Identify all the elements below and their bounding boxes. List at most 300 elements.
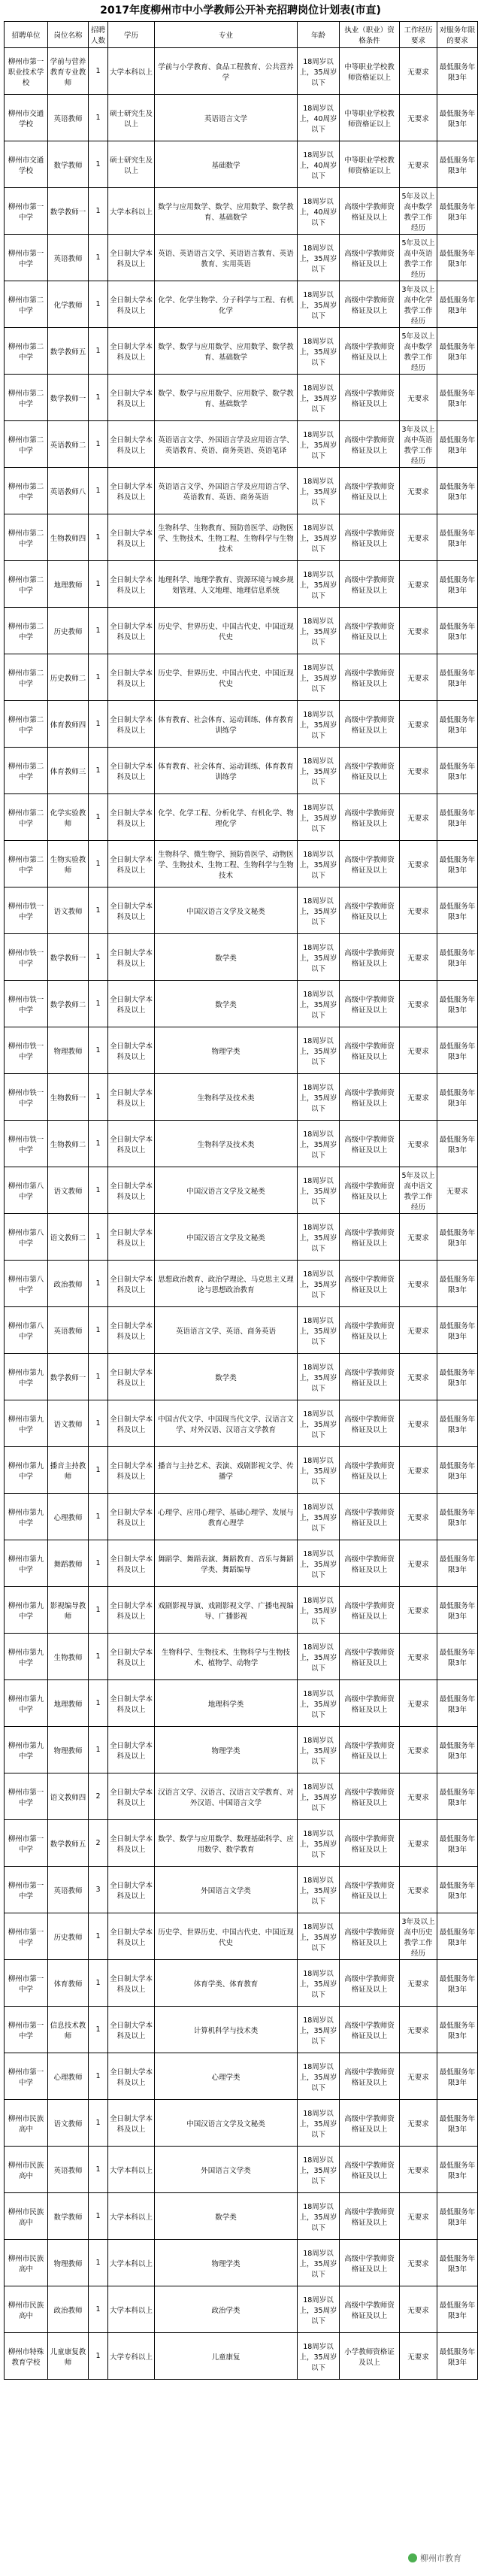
- cell-education: 全日制大学本科及以上: [108, 1167, 155, 1214]
- cell-qualification: 高级中学教师资格证及以上: [340, 1167, 400, 1214]
- cell-qualification: 高级中学教师资格证及以上: [340, 1634, 400, 1680]
- table-row: [5, 1214, 478, 1261]
- cell-service-years: 最低服务年限3年: [437, 95, 478, 141]
- cell-age: 18周岁以上，40周岁以下: [298, 141, 340, 188]
- cell-qualification: 高级中学教师资格证及以上: [340, 468, 400, 514]
- cell-qualification: 高级中学教师资格证及以上: [340, 701, 400, 748]
- cell-count: 1: [89, 375, 108, 421]
- cell-position: 语文教师: [48, 2100, 89, 2147]
- cell-count: 1: [89, 235, 108, 281]
- cell-major: 生物科学、生物教育、预防兽医学、动物医学、生物技术、生物工程、生物科学与生物技术: [155, 514, 298, 561]
- cell-unit: 柳州市第八中学: [5, 1307, 48, 1354]
- watermark-text: 柳州市教育: [420, 2553, 461, 2563]
- cell-count: 1: [89, 1214, 108, 1261]
- table-header-row: [5, 22, 478, 48]
- cell-position: 英语教师: [48, 2147, 89, 2193]
- cell-education: 全日制大学本科及以上: [108, 1960, 155, 2007]
- cell-qualification: 高级中学教师资格证及以上: [340, 1680, 400, 1727]
- cell-education: 大学本科以上: [108, 2147, 155, 2193]
- cell-qualification: 高级中学教师资格证及以上: [340, 1027, 400, 1074]
- cell-age: 18周岁以上，35周岁以下: [298, 1167, 340, 1214]
- watermark: [404, 2550, 466, 2565]
- cell-major: 体育学类、体育教育: [155, 1960, 298, 2007]
- cell-position: 英语教师: [48, 235, 89, 281]
- cell-major: 中国汉语言文学及文秘类: [155, 1214, 298, 1261]
- cell-education: 全日制大学本科及以上: [108, 1354, 155, 1400]
- cell-count: 1: [89, 701, 108, 748]
- cell-experience: 无要求: [400, 841, 437, 887]
- cell-unit: 柳州市第九中学: [5, 1634, 48, 1680]
- cell-experience: 无要求: [400, 1587, 437, 1634]
- cell-qualification: 高级中学教师资格证及以上: [340, 1773, 400, 1820]
- cell-experience: 3年及以上高中英语教学工作经历: [400, 421, 437, 468]
- cell-count: 1: [89, 328, 108, 375]
- cell-unit: 柳州市第一职业技术学校: [5, 48, 48, 95]
- cell-position: 数学教师一: [48, 934, 89, 981]
- cell-experience: 无要求: [400, 1261, 437, 1307]
- cell-qualification: 中等职业学校教师资格证以上: [340, 48, 400, 95]
- cell-experience: 5年及以上高中语文教学工作经历: [400, 1167, 437, 1214]
- cell-qualification: 小学教师资格证及以上: [340, 2333, 400, 2380]
- cell-qualification: 高级中学教师资格证及以上: [340, 1447, 400, 1494]
- cell-unit: 柳州市民族高中: [5, 2147, 48, 2193]
- cell-count: 1: [89, 2007, 108, 2053]
- cell-position: 播音主持教师: [48, 1447, 89, 1494]
- cell-education: 大学本科以上: [108, 2286, 155, 2333]
- cell-service-years: 最低服务年限3年: [437, 2333, 478, 2380]
- cell-service-years: 最低服务年限3年: [437, 1214, 478, 1261]
- cell-age: 18周岁以上，35周岁以下: [298, 2193, 340, 2240]
- cell-service-years: 最低服务年限3年: [437, 1121, 478, 1167]
- cell-qualification: 高级中学教师资格证及以上: [340, 1820, 400, 1867]
- cell-major: 生物科学及技术类: [155, 1121, 298, 1167]
- cell-position: 物理教师: [48, 1027, 89, 1074]
- cell-unit: 柳州市铁一中学: [5, 981, 48, 1027]
- cell-qualification: 高级中学教师资格证及以上: [340, 514, 400, 561]
- table-row: [5, 1773, 478, 1820]
- cell-count: 1: [89, 2053, 108, 2100]
- cell-age: 18周岁以上，40周岁以下: [298, 188, 340, 235]
- cell-age: 18周岁以上，35周岁以下: [298, 1261, 340, 1307]
- cell-service-years: 最低服务年限3年: [437, 375, 478, 421]
- table-row: [5, 841, 478, 887]
- cell-unit: 柳州市铁一中学: [5, 1027, 48, 1074]
- cell-education: 全日制大学本科及以上: [108, 2100, 155, 2147]
- cell-qualification: 高级中学教师资格证及以上: [340, 1354, 400, 1400]
- cell-experience: 无要求: [400, 2053, 437, 2100]
- table-row: [5, 701, 478, 748]
- cell-major: 数学类: [155, 2193, 298, 2240]
- cell-position: 数学教师一: [48, 375, 89, 421]
- cell-qualification: 高级中学教师资格证及以上: [340, 654, 400, 701]
- cell-service-years: 最低服务年限3年: [437, 1447, 478, 1494]
- cell-experience: 无要求: [400, 1027, 437, 1074]
- table-row: [5, 654, 478, 701]
- cell-position: 历史教师二: [48, 654, 89, 701]
- cell-position: 英语教师: [48, 1307, 89, 1354]
- cell-major: 历史学、世界历史、中国古代史、中国近现代史: [155, 608, 298, 654]
- cell-major: 化学、化学工程、分析化学、有机化学、物理化学: [155, 794, 298, 841]
- cell-unit: 柳州市铁一中学: [5, 887, 48, 934]
- table-row: [5, 981, 478, 1027]
- table-row: [5, 794, 478, 841]
- cell-service-years: 最低服务年限3年: [437, 514, 478, 561]
- cell-position: 体育教师三: [48, 748, 89, 794]
- cell-service-years: 最低服务年限3年: [437, 2193, 478, 2240]
- cell-unit: 柳州市第一中学: [5, 2053, 48, 2100]
- cell-unit: 柳州市铁一中学: [5, 1074, 48, 1121]
- cell-age: 18周岁以上，35周岁以下: [298, 328, 340, 375]
- cell-age: 18周岁以上，35周岁以下: [298, 1587, 340, 1634]
- cell-unit: 柳州市第八中学: [5, 1167, 48, 1214]
- cell-age: 18周岁以上，35周岁以下: [298, 1960, 340, 2007]
- cell-experience: 5年及以上高中英语教学工作经历: [400, 235, 437, 281]
- table-row: [5, 2007, 478, 2053]
- cell-count: 1: [89, 1587, 108, 1634]
- cell-count: 1: [89, 2240, 108, 2286]
- cell-unit: 柳州市第一中学: [5, 1960, 48, 2007]
- cell-service-years: 最低服务年限3年: [437, 281, 478, 328]
- cell-count: 1: [89, 1261, 108, 1307]
- cell-education: 大学本科以上: [108, 2240, 155, 2286]
- cell-unit: 柳州市第二中学: [5, 841, 48, 887]
- cell-major: 历史学、世界历史、中国古代史、中国近现代史: [155, 654, 298, 701]
- cell-age: 18周岁以上，35周岁以下: [298, 1540, 340, 1587]
- cell-position: 政治教师: [48, 1261, 89, 1307]
- cell-qualification: 高级中学教师资格证及以上: [340, 235, 400, 281]
- cell-position: 心理教师: [48, 1494, 89, 1540]
- table-row: [5, 934, 478, 981]
- table-row: [5, 141, 478, 188]
- cell-service-years: 最低服务年限3年: [437, 2286, 478, 2333]
- cell-education: 全日制大学本科及以上: [108, 2053, 155, 2100]
- cell-position: 语文教师: [48, 887, 89, 934]
- cell-count: 1: [89, 1307, 108, 1354]
- cell-qualification: 高级中学教师资格证及以上: [340, 1494, 400, 1540]
- cell-position: 语文教师四: [48, 1773, 89, 1820]
- cell-experience: 无要求: [400, 608, 437, 654]
- cell-age: 18周岁以上，35周岁以下: [298, 841, 340, 887]
- cell-age: 18周岁以上，35周岁以下: [298, 2007, 340, 2053]
- cell-major: 化学、化学生物学、分子科学与工程、有机化学: [155, 281, 298, 328]
- cell-count: 1: [89, 1027, 108, 1074]
- cell-experience: 无要求: [400, 1540, 437, 1587]
- cell-service-years: 最低服务年限3年: [437, 561, 478, 608]
- cell-position: 生物教师四: [48, 514, 89, 561]
- table-row: [5, 1261, 478, 1307]
- cell-education: 全日制大学本科及以上: [108, 981, 155, 1027]
- cell-unit: 柳州市第九中学: [5, 1354, 48, 1400]
- table-row: [5, 1634, 478, 1680]
- cell-experience: 无要求: [400, 48, 437, 95]
- cell-service-years: 无要求: [437, 1167, 478, 1214]
- cell-count: 1: [89, 1074, 108, 1121]
- cell-major: 生物科学、生物技术、生物科学与生物技术、植物学、动物学: [155, 1634, 298, 1680]
- cell-count: 1: [89, 48, 108, 95]
- cell-count: 1: [89, 2147, 108, 2193]
- header-unit: 招聘单位: [5, 22, 48, 48]
- cell-education: 全日制大学本科及以上: [108, 1727, 155, 1773]
- cell-education: 全日制大学本科及以上: [108, 934, 155, 981]
- header-count: 招聘人数: [89, 22, 108, 48]
- cell-position: 舞蹈教师: [48, 1540, 89, 1587]
- cell-age: 18周岁以上，35周岁以下: [298, 2100, 340, 2147]
- table-row: [5, 1167, 478, 1214]
- cell-service-years: 最低服务年限3年: [437, 468, 478, 514]
- cell-count: 1: [89, 514, 108, 561]
- cell-unit: 柳州市第九中学: [5, 1494, 48, 1540]
- cell-age: 18周岁以上，35周岁以下: [298, 561, 340, 608]
- cell-position: 数学教师: [48, 141, 89, 188]
- cell-age: 18周岁以上，35周岁以下: [298, 375, 340, 421]
- cell-count: 1: [89, 281, 108, 328]
- cell-age: 18周岁以上，35周岁以下: [298, 1867, 340, 1913]
- cell-unit: 柳州市铁一中学: [5, 1121, 48, 1167]
- cell-experience: 无要求: [400, 981, 437, 1027]
- cell-major: 数学、数学与应用数学、应用数学、数学教育、基础数学: [155, 328, 298, 375]
- cell-education: 全日制大学本科及以上: [108, 794, 155, 841]
- cell-qualification: 中等职业学校教师资格证以上: [340, 141, 400, 188]
- table-row: [5, 2240, 478, 2286]
- table-row: [5, 1354, 478, 1400]
- cell-major: 英语语言文学、外国语言学及应用语言学、英语教育、英语、商务英语: [155, 468, 298, 514]
- cell-position: 物理教师: [48, 1727, 89, 1773]
- cell-service-years: 最低服务年限3年: [437, 1261, 478, 1307]
- table-row: [5, 1960, 478, 2007]
- cell-experience: 无要求: [400, 748, 437, 794]
- table-row: [5, 1307, 478, 1354]
- cell-major: 基础数学: [155, 141, 298, 188]
- cell-experience: 无要求: [400, 1307, 437, 1354]
- cell-count: 3: [89, 1867, 108, 1913]
- header-major: 专业: [155, 22, 298, 48]
- table-row: [5, 1540, 478, 1587]
- cell-experience: 无要求: [400, 1680, 437, 1727]
- cell-qualification: 高级中学教师资格证及以上: [340, 608, 400, 654]
- cell-qualification: 高级中学教师资格证及以上: [340, 328, 400, 375]
- cell-education: 全日制大学本科及以上: [108, 1447, 155, 1494]
- cell-unit: 柳州市交通学校: [5, 141, 48, 188]
- cell-service-years: 最低服务年限3年: [437, 1400, 478, 1447]
- recruitment-table: [4, 21, 478, 2380]
- cell-unit: 柳州市第一中学: [5, 1820, 48, 1867]
- cell-unit: 柳州市第二中学: [5, 514, 48, 561]
- cell-education: 全日制大学本科及以上: [108, 1121, 155, 1167]
- cell-service-years: 最低服务年限3年: [437, 608, 478, 654]
- cell-experience: 无要求: [400, 514, 437, 561]
- cell-position: 生物教师一: [48, 1074, 89, 1121]
- cell-position: 历史教师: [48, 608, 89, 654]
- cell-service-years: 最低服务年限3年: [437, 328, 478, 375]
- header-experience: 工作经历要求: [400, 22, 437, 48]
- cell-major: 中国汉语言文学及文秘类: [155, 2100, 298, 2147]
- cell-service-years: 最低服务年限3年: [437, 141, 478, 188]
- table-row: [5, 608, 478, 654]
- cell-position: 生物实验教师: [48, 841, 89, 887]
- cell-education: 全日制大学本科及以上: [108, 887, 155, 934]
- cell-age: 18周岁以上，35周岁以下: [298, 1634, 340, 1680]
- cell-position: 数学教师二: [48, 981, 89, 1027]
- cell-unit: 柳州市第一中学: [5, 1913, 48, 1960]
- cell-education: 全日制大学本科及以上: [108, 1773, 155, 1820]
- cell-service-years: 最低服务年限3年: [437, 2240, 478, 2286]
- cell-major: 心理学类: [155, 2053, 298, 2100]
- cell-unit: 柳州市第一中学: [5, 235, 48, 281]
- cell-experience: 无要求: [400, 2100, 437, 2147]
- cell-count: 1: [89, 1447, 108, 1494]
- cell-education: 全日制大学本科及以上: [108, 1587, 155, 1634]
- cell-position: 英语教师二: [48, 421, 89, 468]
- table-row: [5, 2147, 478, 2193]
- cell-age: 18周岁以上，40周岁以下: [298, 95, 340, 141]
- cell-experience: 无要求: [400, 1354, 437, 1400]
- cell-qualification: 高级中学教师资格证及以上: [340, 934, 400, 981]
- header-age: 年龄: [298, 22, 340, 48]
- table-row: [5, 421, 478, 468]
- cell-experience: 无要求: [400, 2007, 437, 2053]
- cell-age: 18周岁以上，35周岁以下: [298, 794, 340, 841]
- cell-experience: 无要求: [400, 794, 437, 841]
- header-education: 学历: [108, 22, 155, 48]
- cell-major: 戏剧影视导演、戏剧影视文学、广播电视编导、广播影视: [155, 1587, 298, 1634]
- cell-qualification: 高级中学教师资格证及以上: [340, 2193, 400, 2240]
- cell-position: 语文教师: [48, 1400, 89, 1447]
- cell-service-years: 最低服务年限3年: [437, 981, 478, 1027]
- cell-major: 数学类: [155, 981, 298, 1027]
- cell-unit: 柳州市第九中学: [5, 1727, 48, 1773]
- cell-qualification: 高级中学教师资格证及以上: [340, 1867, 400, 1913]
- table-row: [5, 48, 478, 95]
- cell-major: 英语、英语语言文学、英语语言教育、英语教育、实用英语: [155, 235, 298, 281]
- cell-count: 1: [89, 468, 108, 514]
- cell-position: 心理教师: [48, 2053, 89, 2100]
- cell-unit: 柳州市第二中学: [5, 281, 48, 328]
- cell-unit: 柳州市特殊教育学校: [5, 2333, 48, 2380]
- cell-service-years: 最低服务年限3年: [437, 1540, 478, 1587]
- cell-count: 1: [89, 421, 108, 468]
- cell-position: 数学教师一: [48, 188, 89, 235]
- cell-unit: 柳州市第一中学: [5, 1773, 48, 1820]
- cell-experience: 3年及以上高中历史教学工作经历: [400, 1913, 437, 1960]
- table-row: [5, 1913, 478, 1960]
- cell-experience: 无要求: [400, 1494, 437, 1540]
- cell-position: 英语教师: [48, 1867, 89, 1913]
- cell-count: 1: [89, 1634, 108, 1680]
- cell-position: 英语教师: [48, 95, 89, 141]
- cell-count: 1: [89, 608, 108, 654]
- cell-education: 全日制大学本科及以上: [108, 1867, 155, 1913]
- cell-age: 18周岁以上，35周岁以下: [298, 1494, 340, 1540]
- cell-service-years: 最低服务年限3年: [437, 48, 478, 95]
- cell-unit: 柳州市民族高中: [5, 2100, 48, 2147]
- cell-age: 18周岁以上，35周岁以下: [298, 1354, 340, 1400]
- cell-service-years: 最低服务年限3年: [437, 1587, 478, 1634]
- cell-age: 18周岁以上，35周岁以下: [298, 981, 340, 1027]
- cell-major: 物理学类: [155, 1027, 298, 1074]
- page-title: 2017年度柳州市中小学教师公开补充招聘岗位计划表(市直): [100, 5, 381, 17]
- cell-position: 生物教师: [48, 1634, 89, 1680]
- cell-count: 1: [89, 748, 108, 794]
- table-row: [5, 748, 478, 794]
- table-row: [5, 1680, 478, 1727]
- cell-service-years: 最低服务年限3年: [437, 2007, 478, 2053]
- cell-major: 外国语言文学类: [155, 1867, 298, 1913]
- cell-unit: 柳州市第二中学: [5, 561, 48, 608]
- cell-education: 全日制大学本科及以上: [108, 1027, 155, 1074]
- cell-service-years: 最低服务年限3年: [437, 1494, 478, 1540]
- cell-unit: 柳州市第九中学: [5, 1400, 48, 1447]
- table-row: [5, 2286, 478, 2333]
- cell-education: 全日制大学本科及以上: [108, 608, 155, 654]
- cell-count: 1: [89, 1354, 108, 1400]
- cell-experience: 无要求: [400, 1820, 437, 1867]
- cell-experience: 无要求: [400, 2240, 437, 2286]
- table-row: [5, 2333, 478, 2380]
- cell-qualification: 高级中学教师资格证及以上: [340, 375, 400, 421]
- cell-position: 物理教师: [48, 2240, 89, 2286]
- cell-major: 体育教育、社会体育、运动训练、体育教育训练学: [155, 748, 298, 794]
- cell-major: 计算机科学与技术类: [155, 2007, 298, 2053]
- cell-unit: 柳州市第二中学: [5, 794, 48, 841]
- cell-experience: 无要求: [400, 701, 437, 748]
- cell-count: 1: [89, 2286, 108, 2333]
- cell-service-years: 最低服务年限3年: [437, 421, 478, 468]
- cell-count: 1: [89, 934, 108, 981]
- cell-unit: 柳州市第二中学: [5, 748, 48, 794]
- cell-education: 全日制大学本科及以上: [108, 1261, 155, 1307]
- cell-age: 18周岁以上，35周岁以下: [298, 1400, 340, 1447]
- cell-qualification: 中等职业学校教师资格证以上: [340, 95, 400, 141]
- cell-unit: 柳州市民族高中: [5, 2286, 48, 2333]
- table-row: [5, 1074, 478, 1121]
- cell-position: 数学教师五: [48, 1820, 89, 1867]
- cell-major: 外国语言文学类: [155, 2147, 298, 2193]
- cell-position: 儿童康复教师: [48, 2333, 89, 2380]
- cell-unit: 柳州市第二中学: [5, 328, 48, 375]
- cell-qualification: 高级中学教师资格证及以上: [340, 188, 400, 235]
- cell-count: 2: [89, 1820, 108, 1867]
- cell-position: 化学实验教师: [48, 794, 89, 841]
- cell-experience: 无要求: [400, 561, 437, 608]
- cell-qualification: 高级中学教师资格证及以上: [340, 281, 400, 328]
- cell-experience: 无要求: [400, 1960, 437, 2007]
- cell-major: 数学、数学与应用数学、数理基础科学、应用数学、数学教育: [155, 1820, 298, 1867]
- cell-qualification: 高级中学教师资格证及以上: [340, 1587, 400, 1634]
- cell-education: 全日制大学本科及以上: [108, 1820, 155, 1867]
- cell-education: 全日制大学本科及以上: [108, 235, 155, 281]
- cell-qualification: 高级中学教师资格证及以上: [340, 2240, 400, 2286]
- cell-qualification: 高级中学教师资格证及以上: [340, 887, 400, 934]
- cell-qualification: 高级中学教师资格证及以上: [340, 841, 400, 887]
- cell-count: 1: [89, 841, 108, 887]
- cell-position: 地理教师: [48, 561, 89, 608]
- cell-service-years: 最低服务年限3年: [437, 188, 478, 235]
- cell-unit: 柳州市第一中学: [5, 2007, 48, 2053]
- cell-position: 影视编导教师: [48, 1587, 89, 1634]
- cell-age: 18周岁以上，35周岁以下: [298, 748, 340, 794]
- cell-age: 18周岁以上，35周岁以下: [298, 2333, 340, 2380]
- cell-qualification: 高级中学教师资格证及以上: [340, 1121, 400, 1167]
- cell-service-years: 最低服务年限3年: [437, 1820, 478, 1867]
- cell-count: 1: [89, 654, 108, 701]
- table-row: [5, 468, 478, 514]
- cell-unit: 柳州市第九中学: [5, 1447, 48, 1494]
- cell-experience: 无要求: [400, 375, 437, 421]
- cell-service-years: 最低服务年限3年: [437, 2053, 478, 2100]
- cell-education: 全日制大学本科及以上: [108, 1214, 155, 1261]
- cell-service-years: 最低服务年限3年: [437, 235, 478, 281]
- cell-unit: 柳州市第八中学: [5, 1214, 48, 1261]
